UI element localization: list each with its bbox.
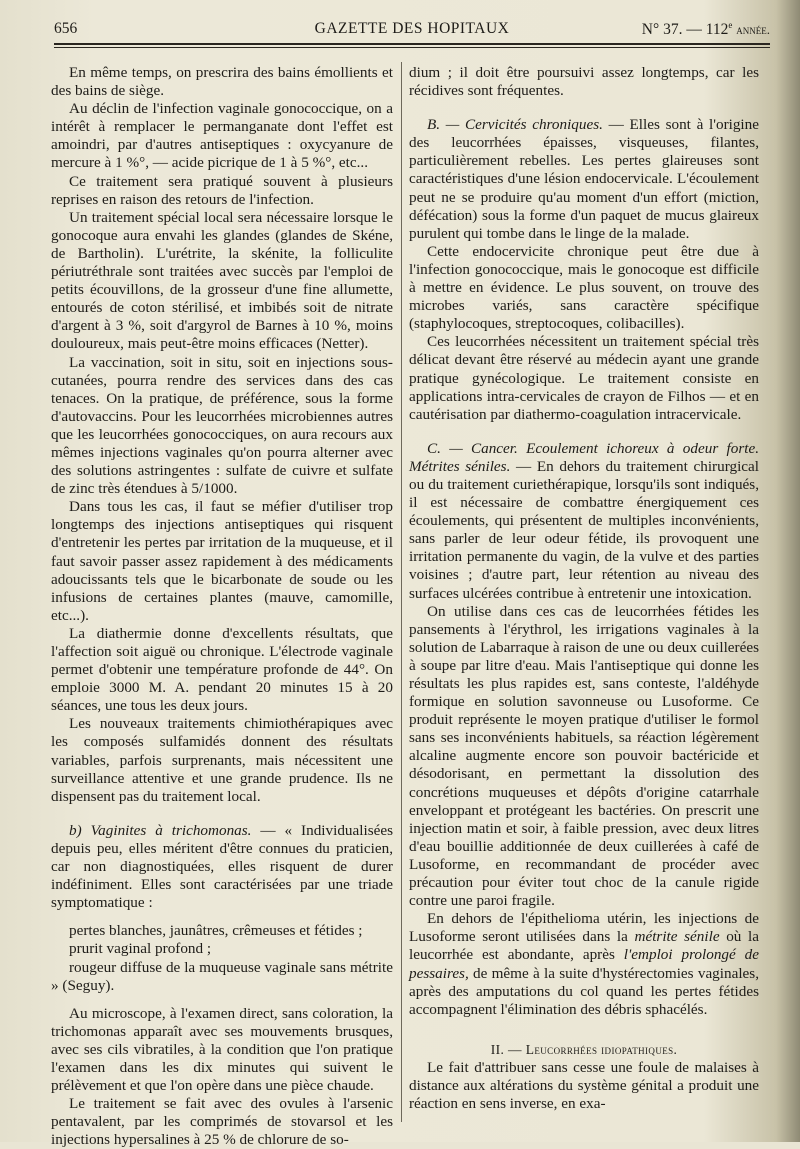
issue-number: N° 37. — 112 bbox=[641, 21, 729, 39]
paragraph: En même temps, on prescrira des bains émollients et des bains de siège. bbox=[51, 64, 393, 100]
column-divider bbox=[401, 62, 402, 1122]
issue-info bbox=[642, 20, 770, 39]
paragraph: Un traitement spécial local sera nécessaire lorsque le gonocoque aura envahi les glandes (glandes de Skéne, de Bartholin). L'urétrite, la skénite, la folliculite périutréthrale sont traitées avec succès par l'emploi de petits écouvillons, de la grosseur d'une fine allumette, entourés de coton stérilisé, et imbibés soit de nitrate d'argent à 3 %, soit d'argyrol de Barnes à 10 %, moins douloureux, mais peut-être moins efficaces (Netter). bbox=[51, 208, 393, 353]
list-item: pertes blanches, jaunâtres, crêmeuses et fétides ; bbox=[69, 922, 363, 940]
paragraph: Le fait d'attribuer sans cesse une foule de malaises à distance aux altérations du système génital a produit une réaction en sens inverse, en exa- bbox=[409, 1058, 759, 1113]
paragraph: La diathermie donne d'excellents résultats, que l'affection soit aiguë ou chronique. L'électrode vaginale permet d'obtenir une température profonde de 44°. On emploie 3000 M. A. pendant 20 minutes 15 à 20 séances, une tous les deux jours. bbox=[51, 624, 393, 715]
issue-superscript: e bbox=[728, 20, 733, 30]
subsection-paragraph bbox=[409, 116, 759, 243]
subsection-text: — Elles sont à l'origine des leucorrhées épaisses, visqueuses, filantes, particulièrement rebelles. Les pertes glaireuses sont caractéristiques d'une lésion endocervicale. L'écoulement peut ne se produire qu'au moment d'un effort (miction, défécation) sous la forme d'un paquet de mucus glaireux purulent qui tombe dans le linge de la malade. bbox=[409, 116, 759, 242]
text-run: En dehors de l'épithelioma utérin, les injections de Lusoforme seront utilisées dans la bbox=[409, 910, 759, 946]
paragraph: On utilise dans ces cas de leucorrhées fétides les pansements à l'érythrol, les irrigations vaginales à la solution de Labarraque à raison de une ou deux cuillerées à soupe par litre d'eau. Mais l'antiseptique qui donne les résultats les plus rapides est, sans conteste, l'aldéhyde formique en solution savonneuse ou Lusoforme. Ce produit représente le moyen pratique d'utiliser le formol sans ses inconvénients habituels, sa réaction légèrement alcaline augmente encore son pouvoir bactéricide et désodorisant, en permettant la dissolution des concrétions muqueuses et dépôts d'origine catarrhale enveloppant et protégeant les bactéries. On prescrit une injection matin et soir, à faible pression, avec deux litres d'eau bouillie additionnée de deux cuillerées à café de Lusoforme, en recommandant de procéder avec précaution pour éviter tout choc de la canule rigide contre une paroi fragile. bbox=[409, 602, 759, 910]
section-heading bbox=[409, 1041, 759, 1059]
paragraph: La vaccination, soit in situ, soit en injections sous-cutanées, pourra rendre des services dans des cas tenaces. On la pratique, de préférence, sous la forme d'autovaccins. Pour les leucorrhées microbiennes autres que les leucorrhées gonococciques, on aura recours aux mêmes injections vaginales qu'on pourra alterner avec des solutions astringentes : sulfate de cuivre et sulfate de zinc très étendues à 5/1000. bbox=[51, 353, 393, 498]
list-item: prurit vaginal profond ; bbox=[69, 940, 212, 958]
emphasis: l'emploi prolongé de pessaires, bbox=[409, 946, 760, 982]
section-heading-text: II. — Leucorrhées idiopathiques. bbox=[490, 1041, 678, 1057]
paragraph: Cette endocervicite chronique peut être due à l'infection gonococcique, mais le gonocoque est difficile à mettre en évidence. Le plus souvent, on trouve des microbes variés, sans caractère spécifique (staphylocoques, streptocoques, colibacilles). bbox=[409, 242, 759, 333]
subsection-text: — En dehors du traitement chirurgical ou du traitement curiethérapique, lorsqu'ils sont indiqués, il est nécessaire de combattre énergiquement ces écoulements, qui présentent de multiples inconvénients, sans parler de leur odeur fétide, ils provoquent une irritation permanente du vagin, de la vulve et des parties voisines ; d'autre part, leur rétention au niveau des surfaces ulcérées contribue à entretenir une intoxication. bbox=[409, 457, 759, 602]
paragraph: Les nouveaux traitements chimiothérapiques avec les composés sulfamidés donnent des résultats variables, parfois surprenants, mais nécessitent une surveillance attentive et une grande prudence. Ils ne dispensent pas du traitement local. bbox=[51, 715, 393, 805]
page-number: 656 bbox=[54, 20, 78, 37]
subsection-label: b) Vaginites à trichomonas. bbox=[69, 821, 252, 839]
paragraph: Au déclin de l'infection vaginale gonococcique, on a intérêt à remplacer le permanganate dont l'effet est amoindri, par d'autres antiseptiques : oxycyanure de mercure à 1 %°, — acide picrique de 1 à 5 %°, etc... bbox=[51, 100, 393, 172]
paragraph: Ces leucorrhées nécessitent un traitement spécial très délicat devant être réservé au médecin ayant une grande pratique gynécologique. Le traitement consiste en applications intra-cervicales de crayon de Filhos — et en cautérisation par diathermo-coagulation intracervicale. bbox=[409, 333, 759, 423]
subsection-paragraph bbox=[51, 822, 393, 912]
text-run: où la leucorrhée est abondante, après bbox=[409, 928, 759, 964]
paragraph: Au microscope, à l'examen direct, sans coloration, la trichomonas apparaît avec ses mouvements brusques, avec ses cils vibratiles, à la condition que l'on pratique l'examen dans les dix minutes qui suivent le prélèvement et que l'on opère dans une pièce chaude. bbox=[51, 1004, 393, 1095]
journal-title: GAZETTE DES HOPITAUX bbox=[314, 20, 510, 37]
paragraph: Dans tous les cas, il faut se méfier d'utiliser trop longtemps des injections antiseptiques qui risquent d'entretenir les pertes par irritation de la muqueuse, et il faut savoir passer assez rapidement à des médicaments adoucissants tels que le bicarbonate de soude ou les infusions de certaines plantes (mauve, camomille, etc...). bbox=[51, 498, 393, 624]
paragraph: dium ; il doit être poursuivi assez longtemps, car les récidives sont fréquentes. bbox=[409, 64, 759, 100]
subsection-text: — « Individualisées depuis peu, elles méritent d'être connues du praticien, car non diagnostiquées, elles risquent de durer indéfiniment. Elles sont caractérisées par une triade symptomatique : bbox=[51, 821, 393, 912]
list-item: rougeur diffuse de la muqueuse vaginale sans métrite » (Seguy). bbox=[51, 958, 393, 994]
running-header bbox=[54, 20, 770, 42]
issue-year-word: année. bbox=[736, 22, 770, 38]
text-run: de même à la suite d'hystérectomies vaginales, après des amputations du col quand les pertes fétides accompagnent l'élimination des débris sphacélés. bbox=[409, 964, 759, 1018]
paragraph: Ce traitement sera pratiqué souvent à plusieurs reprises en raison des retours de l'infection. bbox=[51, 172, 393, 208]
paragraph: Le traitement se fait avec des ovules à l'arsenic pentavalent, par les comprimés de stovarsol et les injections hypersalines à 25 % de chlorure de so- bbox=[51, 1095, 393, 1149]
right-column bbox=[409, 64, 759, 1113]
emphasis: métrite sénile bbox=[634, 928, 720, 946]
subsection-paragraph bbox=[409, 440, 759, 603]
paragraph bbox=[409, 910, 759, 1019]
subsection-label: C. — Cancer. Ecoulement ichoreux à odeur forte. Métrites séniles. bbox=[409, 439, 759, 475]
left-column bbox=[51, 64, 393, 1149]
header-rule bbox=[54, 43, 770, 48]
subsection-label: B. — Cervicités chroniques. bbox=[427, 116, 603, 134]
